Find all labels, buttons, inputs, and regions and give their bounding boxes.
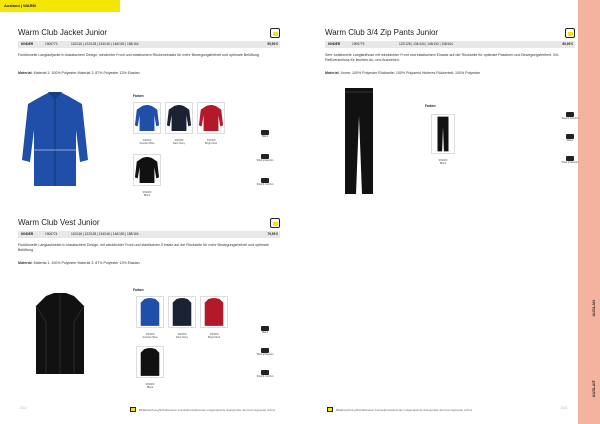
product-material xyxy=(18,71,280,75)
swatch-name: Sweden Blue xyxy=(142,336,158,339)
swatch-black[interactable] xyxy=(133,154,161,197)
product-jacket xyxy=(18,28,280,197)
right-page xyxy=(325,0,579,424)
stretch-icon xyxy=(561,112,579,120)
swatch-navy[interactable] xyxy=(165,102,193,145)
product-vest xyxy=(18,218,280,389)
vest-red-thumb xyxy=(200,296,228,328)
material-label: Material xyxy=(18,71,32,75)
wind-icon xyxy=(561,156,579,164)
footnote xyxy=(327,407,472,412)
swatch-blue[interactable] xyxy=(133,102,161,145)
swatch-name: Bright Red xyxy=(204,142,218,145)
product-title: Warm Club Vest Junior xyxy=(18,218,100,227)
icon-label: Warm xyxy=(261,135,269,138)
brand-tab: Ausland | WARM xyxy=(0,0,120,12)
spec-row xyxy=(325,41,575,48)
material-label: Material xyxy=(18,261,32,265)
vest-blue-thumb xyxy=(136,296,164,328)
section-strip xyxy=(578,0,600,424)
material-text: : Material 1: 100% Polyester Material 2: 87% Polyester 13% Elastan xyxy=(31,261,140,265)
footnote-text: Bildabweichung/Schabloneleer Kursaufpreis/elisonder undgenapende cleangender den/nommigsoeder schnot xyxy=(336,407,473,412)
vest-black-thumb xyxy=(136,346,164,378)
spec-price: 79,95 € xyxy=(267,232,278,236)
swatch-code: 430000 xyxy=(206,139,216,142)
wind-icon xyxy=(256,348,274,356)
swatch-code: 396000 xyxy=(174,139,184,142)
pants-black-thumb xyxy=(431,114,455,154)
spec-sizes: 110/116 | 122/128 | 134/140 | 146/152 | 158/164 xyxy=(71,232,139,236)
sticker-icon xyxy=(327,407,333,412)
swatch-name: Dark Navy xyxy=(172,142,186,145)
swatch-code: 336000 xyxy=(145,333,155,336)
swatch-title: Farben xyxy=(133,94,144,98)
swatch-name: Black xyxy=(143,194,151,197)
swatch-name: Black xyxy=(146,386,154,389)
spec-row xyxy=(18,41,280,48)
pants-image xyxy=(343,86,375,198)
spec-kinder: KINDER xyxy=(21,232,34,236)
spec-article: 1906775 xyxy=(352,42,365,46)
spec-kinder: KINDER xyxy=(21,42,34,46)
spec-sizes: 110/116 | 122/128 | 134/140 | 146/152 | 158/164 xyxy=(71,42,139,46)
jacket-image xyxy=(20,90,90,190)
sticker-icon xyxy=(565,28,575,38)
icon-label: Warm xyxy=(261,331,269,334)
icon-label: Wind-protection xyxy=(256,159,274,162)
jacket-blue-thumb xyxy=(133,102,161,134)
icon-label: Stretch Comfort xyxy=(561,117,579,120)
swatch-name: Bright Red xyxy=(207,336,221,339)
swatch-red[interactable] xyxy=(197,102,225,145)
stretch-icon xyxy=(256,370,274,378)
stretch-icon xyxy=(256,178,274,186)
swatch-code: 396000 xyxy=(177,333,187,336)
swatch-name: Sweden Blue xyxy=(139,142,155,145)
swatch-red[interactable] xyxy=(200,296,228,339)
jacket-navy-thumb xyxy=(165,102,193,134)
page-number: 263 xyxy=(560,405,567,410)
swatch-code: 999000 xyxy=(145,383,155,386)
page-number: 262 xyxy=(20,405,27,410)
swatch-blue[interactable] xyxy=(136,296,164,339)
section-label: AUSLAN xyxy=(591,300,596,317)
product-title: Warm Club Jacket Junior xyxy=(18,28,108,37)
product-pants xyxy=(325,28,579,165)
vest-image xyxy=(30,292,90,376)
icon-label: Stretch Comfort xyxy=(256,375,274,378)
swatch-title: Farben xyxy=(133,288,144,292)
spec-kinder: KINDER xyxy=(328,42,341,46)
spec-article: 1906774 xyxy=(45,232,58,236)
icon-label: Wind-protection xyxy=(256,353,274,356)
left-page xyxy=(18,0,280,424)
material-label: Material xyxy=(325,71,339,75)
footnote-text: Bildabweichung/Schabloneleer Kursaufpreis/elisonder undgenapende cleangender den/nommigsoeder schnot xyxy=(139,407,276,412)
spec-article: 1906773 xyxy=(45,42,58,46)
vest-navy-thumb xyxy=(168,296,196,328)
swatch-title: Farben xyxy=(425,104,436,108)
swatch-code: 999000 xyxy=(142,191,152,194)
icon-label: Wind-protection xyxy=(561,161,579,164)
swatch-code: 336000 xyxy=(142,139,152,142)
sticker-icon xyxy=(270,28,280,38)
warm-icon xyxy=(256,326,274,334)
jacket-red-thumb xyxy=(197,102,225,134)
warm-icon xyxy=(561,134,579,142)
warm-icon xyxy=(256,130,274,138)
icon-label: Stretch Comfort xyxy=(256,183,274,186)
material-text: : Material 1: 100% Polyester Material 2: 87% Polyester 13% Elastan xyxy=(31,71,140,75)
spec-sizes: 122/128 | 134/140 | 146/152 | 158/164 xyxy=(399,42,453,46)
swatch-navy[interactable] xyxy=(168,296,196,339)
material-text: : Vorne: 100% Polyester Rückseite: 100% Polyamid Hinteres Rückenteil: 100% Polyester xyxy=(338,71,481,75)
swatch-black[interactable] xyxy=(431,114,455,165)
product-material xyxy=(325,71,575,75)
footnote xyxy=(130,407,275,412)
swatch-code: 999000 xyxy=(438,159,448,162)
spec-row xyxy=(18,231,280,238)
icon-label: Warm xyxy=(566,139,574,142)
sticker-icon xyxy=(130,407,136,412)
spec-price: 89,95 € xyxy=(562,42,573,46)
swatch-black[interactable] xyxy=(136,346,164,389)
product-material xyxy=(18,261,280,265)
jacket-black-thumb xyxy=(133,154,161,186)
swatch-code: 430000 xyxy=(209,333,219,336)
swatch-name: Dark Navy xyxy=(175,336,189,339)
swatch-name: Black xyxy=(439,162,447,165)
wind-icon xyxy=(256,154,274,162)
product-title: Warm Club 3/4 Zip Pants Junior xyxy=(325,28,439,37)
spec-price: 59,95 € xyxy=(267,42,278,46)
product-description: Funktionelle Langlaufweste in klassischem Design, mit winddichter Front und elastischem Einsatz auf der Rückseite für mehr Bewegungsfreiheit und optimale Belüftung xyxy=(18,243,269,252)
product-description: Sehr funktionelle Langlaufhose mit winddichter Front und elastischem Einsatz auf der Rückseite für optimale Passform und Bewegungsfreiheit. 3/4-Reißverschluss für leichtes An- und Ausziehen. xyxy=(325,53,560,62)
product-description: Funktionelle Langlaufjacke in klassischem Design, windichter Front und elastischem Rückeneinsatz für mehr Bewegungsfreiheit und optimale Belüftung xyxy=(18,53,259,57)
section-label-2: AUSLAIT xyxy=(591,380,596,398)
sticker-icon xyxy=(270,218,280,228)
